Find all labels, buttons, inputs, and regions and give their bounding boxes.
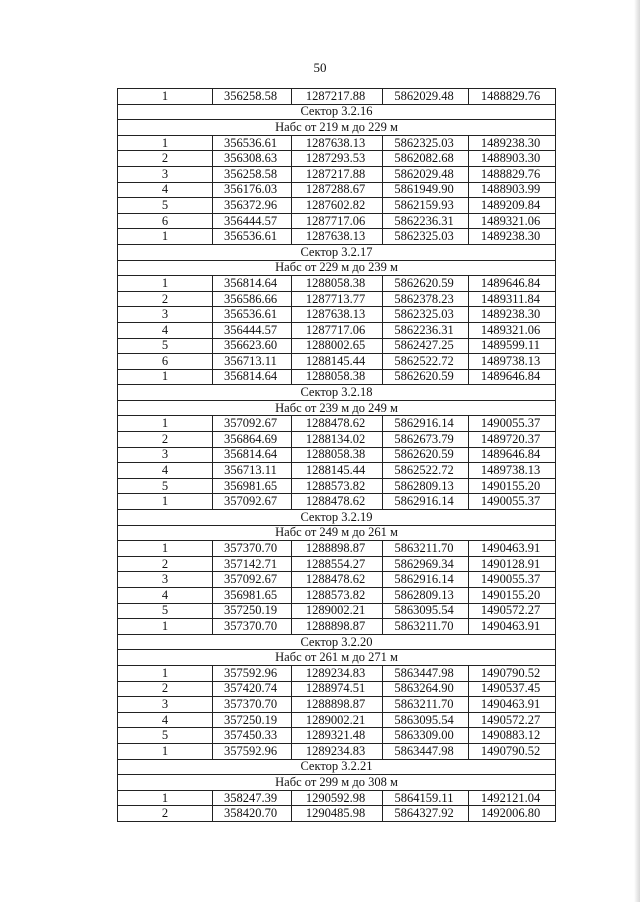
coordinate-cell: 1290485.98 xyxy=(292,806,383,822)
coordinate-cell: 1489599.11 xyxy=(469,338,556,354)
coordinate-cell: 5863095.54 xyxy=(383,712,469,728)
coordinate-cell: 1288974.51 xyxy=(292,681,383,697)
coordinate-cell: 5862159.93 xyxy=(383,198,469,214)
coordinate-cell: 5863447.98 xyxy=(383,665,469,681)
point-number-cell: 5 xyxy=(118,198,213,214)
coordinate-cell: 1288898.87 xyxy=(292,619,383,635)
coordinates-table-body xyxy=(118,89,556,822)
coordinate-cell: 1490155.20 xyxy=(469,588,556,604)
table-row xyxy=(118,494,556,510)
point-number-cell: 3 xyxy=(118,697,213,713)
coordinate-cell: 1288573.82 xyxy=(292,478,383,494)
coordinate-cell: 5862325.03 xyxy=(383,135,469,151)
point-number-cell: 1 xyxy=(118,135,213,151)
coordinate-cell: 5861949.90 xyxy=(383,182,469,198)
sector-title-row xyxy=(118,510,556,526)
coordinate-cell: 1490463.91 xyxy=(469,619,556,635)
coordinate-cell: 1288058.38 xyxy=(292,276,383,292)
coordinate-cell: 5862809.13 xyxy=(383,478,469,494)
table-row xyxy=(118,603,556,619)
coordinate-cell: 1287717.06 xyxy=(292,213,383,229)
point-number-cell: 3 xyxy=(118,572,213,588)
sector-range-row xyxy=(118,400,556,416)
coordinate-cell: 357092.67 xyxy=(213,416,292,432)
coordinate-cell: 1490463.91 xyxy=(469,697,556,713)
coordinate-cell: 5862916.14 xyxy=(383,494,469,510)
coordinate-cell: 1288134.02 xyxy=(292,432,383,448)
coordinate-cell: 357592.96 xyxy=(213,665,292,681)
coordinate-cell: 5862427.25 xyxy=(383,338,469,354)
point-number-cell: 2 xyxy=(118,806,213,822)
coordinate-cell: 356176.03 xyxy=(213,182,292,198)
coordinate-cell: 1288573.82 xyxy=(292,588,383,604)
coordinate-cell: 1289234.83 xyxy=(292,743,383,759)
point-number-cell: 4 xyxy=(118,322,213,338)
table-row xyxy=(118,291,556,307)
coordinate-cell: 358247.39 xyxy=(213,790,292,806)
table-row xyxy=(118,728,556,744)
point-number-cell: 1 xyxy=(118,229,213,245)
coordinate-cell: 1287717.06 xyxy=(292,322,383,338)
point-number-cell: 5 xyxy=(118,478,213,494)
coordinate-cell: 1489738.13 xyxy=(469,463,556,479)
coordinate-cell: 357370.70 xyxy=(213,619,292,635)
table-row xyxy=(118,416,556,432)
point-number-cell: 1 xyxy=(118,743,213,759)
coordinate-cell: 5862522.72 xyxy=(383,354,469,370)
point-number-cell: 5 xyxy=(118,728,213,744)
point-number-cell: 5 xyxy=(118,603,213,619)
sector-range: Набс от 229 м до 239 м xyxy=(118,260,556,276)
table-row xyxy=(118,135,556,151)
coordinate-cell: 356981.65 xyxy=(213,588,292,604)
coordinate-cell: 1489720.37 xyxy=(469,432,556,448)
coordinate-cell: 1289234.83 xyxy=(292,665,383,681)
point-number-cell: 3 xyxy=(118,307,213,323)
coordinate-cell: 5863309.00 xyxy=(383,728,469,744)
coordinate-cell: 1288145.44 xyxy=(292,463,383,479)
sector-title: Сектор 3.2.18 xyxy=(118,385,556,401)
coordinate-cell: 5863211.70 xyxy=(383,541,469,557)
table-row xyxy=(118,463,556,479)
table-row xyxy=(118,432,556,448)
table-row xyxy=(118,166,556,182)
table-row xyxy=(118,572,556,588)
sector-title: Сектор 3.2.21 xyxy=(118,759,556,775)
coordinate-cell: 1288478.62 xyxy=(292,494,383,510)
scan-edge-shadow xyxy=(634,0,640,902)
coordinate-cell: 5862082.68 xyxy=(383,151,469,167)
coordinate-cell: 356444.57 xyxy=(213,213,292,229)
page-number: 50 xyxy=(313,60,327,75)
coordinate-cell: 5862236.31 xyxy=(383,213,469,229)
coordinate-cell: 1488829.76 xyxy=(469,166,556,182)
table-row xyxy=(118,198,556,214)
point-number-cell: 2 xyxy=(118,151,213,167)
coordinates-table xyxy=(117,88,556,822)
sector-range: Набс от 261 м до 271 м xyxy=(118,650,556,666)
coordinate-cell: 1490883.12 xyxy=(469,728,556,744)
coordinate-cell: 1490572.27 xyxy=(469,603,556,619)
coordinate-cell: 5862378.23 xyxy=(383,291,469,307)
coordinate-cell: 1287288.67 xyxy=(292,182,383,198)
coordinate-cell: 1489321.06 xyxy=(469,322,556,338)
coordinate-cell: 1489209.84 xyxy=(469,198,556,214)
coordinate-cell: 357250.19 xyxy=(213,603,292,619)
coordinate-cell: 1490128.91 xyxy=(469,556,556,572)
point-number-cell: 1 xyxy=(118,541,213,557)
table-row xyxy=(118,790,556,806)
table-row xyxy=(118,182,556,198)
table-row xyxy=(118,307,556,323)
table-row xyxy=(118,665,556,681)
coordinate-cell: 357420.74 xyxy=(213,681,292,697)
coordinate-cell: 1490790.52 xyxy=(469,743,556,759)
coordinate-cell: 5864327.92 xyxy=(383,806,469,822)
coordinate-cell: 5863211.70 xyxy=(383,619,469,635)
coordinate-cell: 5862325.03 xyxy=(383,307,469,323)
point-number-cell: 1 xyxy=(118,665,213,681)
sector-range-row xyxy=(118,120,556,136)
table-row xyxy=(118,354,556,370)
coordinate-cell: 5862673.79 xyxy=(383,432,469,448)
coordinate-cell: 357592.96 xyxy=(213,743,292,759)
coordinate-cell: 1490790.52 xyxy=(469,665,556,681)
table-row xyxy=(118,229,556,245)
coordinate-cell: 357250.19 xyxy=(213,712,292,728)
coordinate-cell: 356536.61 xyxy=(213,229,292,245)
point-number-cell: 3 xyxy=(118,447,213,463)
coordinate-cell: 1289321.48 xyxy=(292,728,383,744)
coordinate-cell: 1288058.38 xyxy=(292,447,383,463)
coordinate-cell: 1492121.04 xyxy=(469,790,556,806)
coordinate-cell: 357092.67 xyxy=(213,572,292,588)
table-row xyxy=(118,151,556,167)
coordinate-cell: 358420.70 xyxy=(213,806,292,822)
sector-title-row xyxy=(118,244,556,260)
coordinate-cell: 1490055.37 xyxy=(469,572,556,588)
point-number-cell: 1 xyxy=(118,276,213,292)
table-row xyxy=(118,478,556,494)
coordinate-cell: 5862029.48 xyxy=(383,89,469,105)
sector-title-row xyxy=(118,634,556,650)
coordinate-cell: 357142.71 xyxy=(213,556,292,572)
coordinate-cell: 1488903.30 xyxy=(469,151,556,167)
table-row xyxy=(118,89,556,105)
coordinate-cell: 1489321.06 xyxy=(469,213,556,229)
coordinate-cell: 1490155.20 xyxy=(469,478,556,494)
coordinate-cell: 1287217.88 xyxy=(292,89,383,105)
table-row xyxy=(118,447,556,463)
coordinate-cell: 1290592.98 xyxy=(292,790,383,806)
coordinate-cell: 5862809.13 xyxy=(383,588,469,604)
sector-title-row xyxy=(118,385,556,401)
table-row xyxy=(118,213,556,229)
coordinate-cell: 356864.69 xyxy=(213,432,292,448)
point-number-cell: 6 xyxy=(118,213,213,229)
coordinate-cell: 356372.96 xyxy=(213,198,292,214)
coordinate-cell: 1490537.45 xyxy=(469,681,556,697)
coordinate-cell: 1287638.13 xyxy=(292,307,383,323)
coordinate-cell: 1287713.77 xyxy=(292,291,383,307)
point-number-cell: 3 xyxy=(118,166,213,182)
coordinate-cell: 5862916.14 xyxy=(383,416,469,432)
coordinate-cell: 1288002.65 xyxy=(292,338,383,354)
coordinate-cell: 5862029.48 xyxy=(383,166,469,182)
sector-title-row xyxy=(118,759,556,775)
coordinate-cell: 1289002.21 xyxy=(292,603,383,619)
table-row xyxy=(118,743,556,759)
sector-range: Набс от 249 м до 261 м xyxy=(118,525,556,541)
sector-range-row xyxy=(118,650,556,666)
coordinate-cell: 5863095.54 xyxy=(383,603,469,619)
coordinate-cell: 1288058.38 xyxy=(292,369,383,385)
coordinate-cell: 1288554.27 xyxy=(292,556,383,572)
coordinate-cell: 1490055.37 xyxy=(469,494,556,510)
coordinate-cell: 357370.70 xyxy=(213,541,292,557)
point-number-cell: 1 xyxy=(118,89,213,105)
coordinate-cell: 1488829.76 xyxy=(469,89,556,105)
coordinate-cell: 356623.60 xyxy=(213,338,292,354)
coordinate-cell: 357370.70 xyxy=(213,697,292,713)
coordinate-cell: 1489646.84 xyxy=(469,447,556,463)
point-number-cell: 1 xyxy=(118,494,213,510)
coordinate-cell: 357450.33 xyxy=(213,728,292,744)
sector-range: Набс от 299 м до 308 м xyxy=(118,775,556,791)
point-number-cell: 5 xyxy=(118,338,213,354)
coordinate-cell: 5862620.59 xyxy=(383,369,469,385)
coordinate-cell: 1289002.21 xyxy=(292,712,383,728)
coordinate-cell: 1489646.84 xyxy=(469,369,556,385)
sector-title: Сектор 3.2.20 xyxy=(118,634,556,650)
coordinate-cell: 356586.66 xyxy=(213,291,292,307)
coordinate-cell: 1288478.62 xyxy=(292,572,383,588)
coordinate-cell: 5863211.70 xyxy=(383,697,469,713)
table-row xyxy=(118,556,556,572)
table-row xyxy=(118,712,556,728)
table-row xyxy=(118,541,556,557)
coordinate-cell: 5862325.03 xyxy=(383,229,469,245)
coordinate-cell: 357092.67 xyxy=(213,494,292,510)
sector-title: Сектор 3.2.16 xyxy=(118,104,556,120)
coordinate-cell: 1287638.13 xyxy=(292,135,383,151)
point-number-cell: 6 xyxy=(118,354,213,370)
sector-range-row xyxy=(118,260,556,276)
coordinate-cell: 1492006.80 xyxy=(469,806,556,822)
coordinate-cell: 356713.11 xyxy=(213,463,292,479)
sector-title: Сектор 3.2.17 xyxy=(118,244,556,260)
point-number-cell: 4 xyxy=(118,182,213,198)
coordinate-cell: 5862620.59 xyxy=(383,447,469,463)
point-number-cell: 4 xyxy=(118,588,213,604)
point-number-cell: 4 xyxy=(118,463,213,479)
coordinate-cell: 1490572.27 xyxy=(469,712,556,728)
sector-title-row xyxy=(118,104,556,120)
sector-range: Набс от 239 м до 249 м xyxy=(118,400,556,416)
coordinate-cell: 1287217.88 xyxy=(292,166,383,182)
coordinate-cell: 1489311.84 xyxy=(469,291,556,307)
coordinate-cell: 1288898.87 xyxy=(292,697,383,713)
table-row xyxy=(118,322,556,338)
coordinate-cell: 356814.64 xyxy=(213,276,292,292)
coordinate-cell: 356444.57 xyxy=(213,322,292,338)
coordinate-cell: 356258.58 xyxy=(213,166,292,182)
coordinate-cell: 356258.58 xyxy=(213,89,292,105)
sector-range: Набс от 219 м до 229 м xyxy=(118,120,556,136)
table-row xyxy=(118,806,556,822)
coordinate-cell: 5862916.14 xyxy=(383,572,469,588)
coordinate-cell: 1287293.53 xyxy=(292,151,383,167)
point-number-cell: 1 xyxy=(118,369,213,385)
table-row xyxy=(118,369,556,385)
coordinate-cell: 356981.65 xyxy=(213,478,292,494)
coordinate-cell: 356814.64 xyxy=(213,447,292,463)
point-number-cell: 1 xyxy=(118,416,213,432)
point-number-cell: 2 xyxy=(118,291,213,307)
coordinate-cell: 5862522.72 xyxy=(383,463,469,479)
coordinate-cell: 1287638.13 xyxy=(292,229,383,245)
coordinate-cell: 1490463.91 xyxy=(469,541,556,557)
coordinate-cell: 1288898.87 xyxy=(292,541,383,557)
coordinate-cell: 356814.64 xyxy=(213,369,292,385)
point-number-cell: 4 xyxy=(118,712,213,728)
table-row xyxy=(118,619,556,635)
sector-range-row xyxy=(118,525,556,541)
point-number-cell: 2 xyxy=(118,556,213,572)
coordinate-cell: 5862620.59 xyxy=(383,276,469,292)
coordinate-cell: 1488903.99 xyxy=(469,182,556,198)
point-number-cell: 1 xyxy=(118,619,213,635)
coordinate-cell: 5862969.34 xyxy=(383,556,469,572)
point-number-cell: 2 xyxy=(118,681,213,697)
sector-range-row xyxy=(118,775,556,791)
coordinate-cell: 5863264.90 xyxy=(383,681,469,697)
coordinate-cell: 1288478.62 xyxy=(292,416,383,432)
coordinate-cell: 1490055.37 xyxy=(469,416,556,432)
coordinate-cell: 1489238.30 xyxy=(469,135,556,151)
point-number-cell: 2 xyxy=(118,432,213,448)
coordinate-cell: 1489238.30 xyxy=(469,229,556,245)
table-row xyxy=(118,588,556,604)
coordinate-cell: 356308.63 xyxy=(213,151,292,167)
coordinate-cell: 5864159.11 xyxy=(383,790,469,806)
coordinate-cell: 1489238.30 xyxy=(469,307,556,323)
coordinate-cell: 356536.61 xyxy=(213,307,292,323)
coordinate-cell: 1489738.13 xyxy=(469,354,556,370)
table-row xyxy=(118,697,556,713)
point-number-cell: 1 xyxy=(118,790,213,806)
coordinate-cell: 1489646.84 xyxy=(469,276,556,292)
coordinate-cell: 1287602.82 xyxy=(292,198,383,214)
coordinate-cell: 356713.11 xyxy=(213,354,292,370)
coordinate-cell: 5862236.31 xyxy=(383,322,469,338)
coordinate-cell: 356536.61 xyxy=(213,135,292,151)
table-row xyxy=(118,681,556,697)
coordinate-cell: 5863447.98 xyxy=(383,743,469,759)
table-row xyxy=(118,338,556,354)
table-row xyxy=(118,276,556,292)
sector-title: Сектор 3.2.19 xyxy=(118,510,556,526)
coordinate-cell: 1288145.44 xyxy=(292,354,383,370)
